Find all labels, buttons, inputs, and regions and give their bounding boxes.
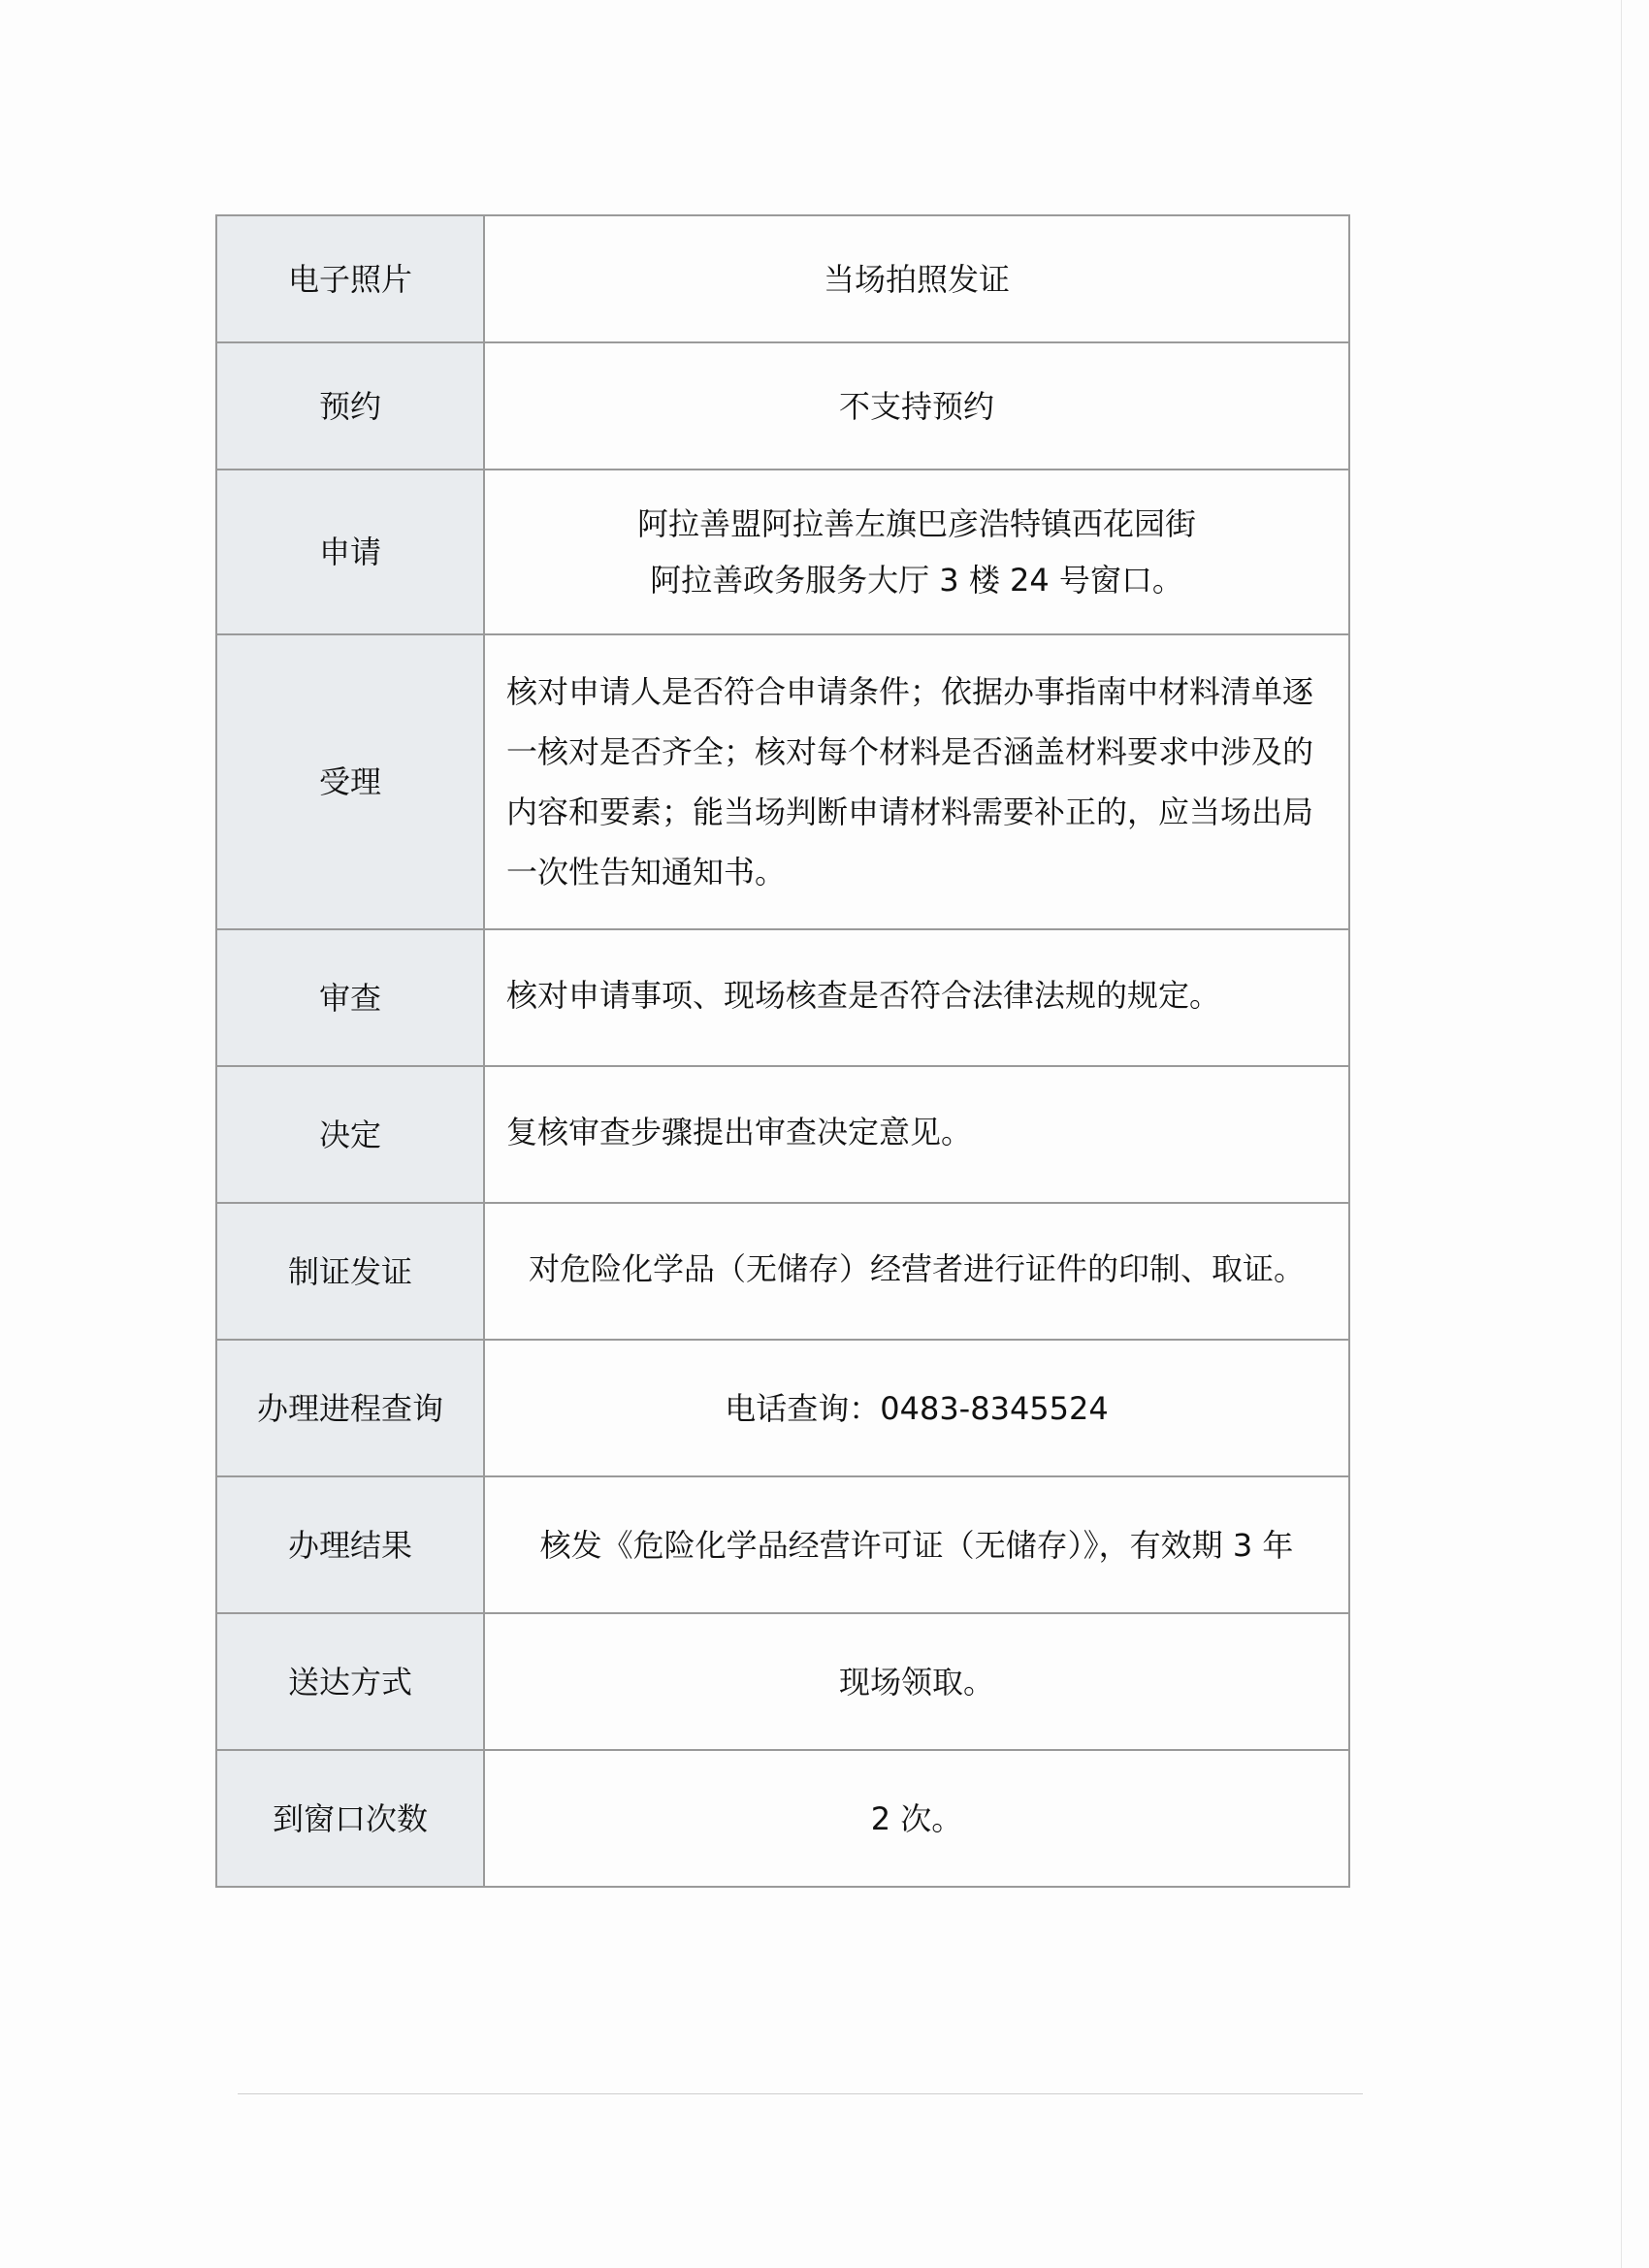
table-row xyxy=(216,929,1349,1066)
table-row xyxy=(216,1203,1349,1340)
row-label: 申请 xyxy=(216,470,484,634)
table-row xyxy=(216,1066,1349,1203)
row-label: 决定 xyxy=(216,1066,484,1203)
row-value: 不支持预约 xyxy=(484,342,1349,470)
row-label: 制证发证 xyxy=(216,1203,484,1340)
row-value: 现场领取。 xyxy=(484,1613,1349,1750)
service-guide-table xyxy=(215,214,1350,1888)
table-row xyxy=(216,634,1349,929)
row-label: 办理结果 xyxy=(216,1476,484,1613)
row-label: 办理进程查询 xyxy=(216,1340,484,1476)
row-label: 受理 xyxy=(216,634,484,929)
row-label: 审查 xyxy=(216,929,484,1066)
row-label: 电子照片 xyxy=(216,215,484,342)
page-edge xyxy=(1621,0,1622,2268)
table-row xyxy=(216,215,1349,342)
row-label: 预约 xyxy=(216,342,484,470)
table-row xyxy=(216,342,1349,470)
row-value: 阿拉善盟阿拉善左旗巴彦浩特镇西花园街 阿拉善政务服务大厅 3 楼 24 号窗口。 xyxy=(484,470,1349,634)
table-row xyxy=(216,1750,1349,1887)
row-value: 当场拍照发证 xyxy=(484,215,1349,342)
row-value: 电话查询：0483-8345524 xyxy=(484,1340,1349,1476)
table-row xyxy=(216,1613,1349,1750)
row-value: 核对申请人是否符合申请条件；依据办事指南中材料清单逐一核对是否齐全；核对每个材料是否涵盖材料要求中涉及的内容和要素；能当场判断申请材料需要补正的，应当场出局一次性告知通知书。 xyxy=(484,634,1349,929)
row-value: 核对申请事项、现场核查是否符合法律法规的规定。 xyxy=(484,929,1349,1066)
row-value: 对危险化学品（无储存）经营者进行证件的印制、取证。 xyxy=(484,1203,1349,1340)
row-value: 核发《危险化学品经营许可证（无储存）》，有效期 3 年 xyxy=(484,1476,1349,1613)
table-row xyxy=(216,470,1349,634)
row-value: 复核审查步骤提出审查决定意见。 xyxy=(484,1066,1349,1203)
row-value: 2 次。 xyxy=(484,1750,1349,1887)
table-row xyxy=(216,1476,1349,1613)
table-row xyxy=(216,1340,1349,1476)
row-label: 送达方式 xyxy=(216,1613,484,1750)
footer-rule xyxy=(238,2093,1363,2094)
row-label: 到窗口次数 xyxy=(216,1750,484,1887)
